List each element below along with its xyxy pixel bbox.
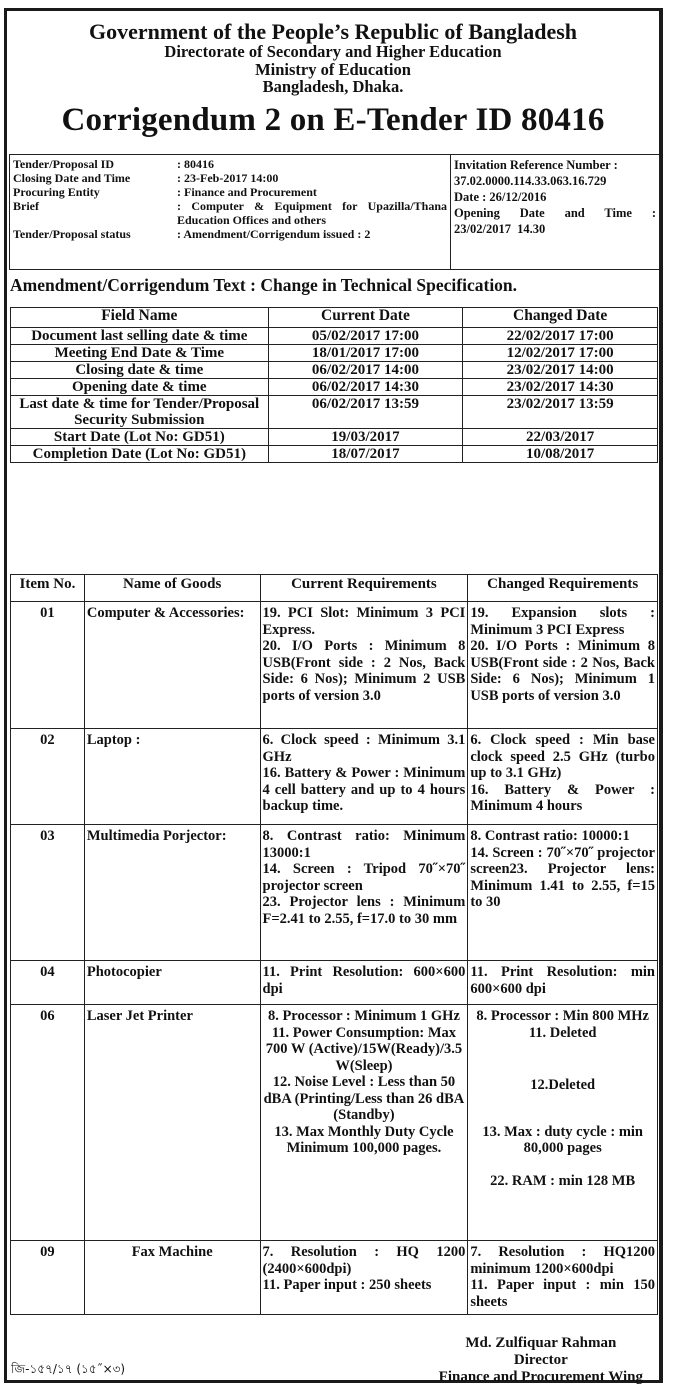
table-row (11, 379, 658, 396)
requirement-line: 6. Clock speed : Minimum 3.1 GHz (262, 732, 466, 765)
tender-info-right (451, 155, 659, 269)
current-requirements-cell (260, 729, 468, 825)
changed-requirements-cell (468, 961, 658, 1005)
table-row (11, 362, 658, 379)
table-row (11, 825, 658, 961)
column-header: Changed Requirements (468, 575, 658, 602)
item-number-cell: 01 (11, 602, 85, 729)
column-header: Current Requirements (260, 575, 468, 602)
field-name-cell: Opening date & time (11, 379, 269, 396)
current-date-cell: 06/02/2017 13:59 (268, 396, 463, 429)
requirement-line: 11. Deleted (528, 1024, 597, 1041)
dates-table (10, 307, 658, 463)
field-name-cell: Completion Date (Lot No: GD51) (11, 446, 269, 463)
requirement-line: 12.Deleted (530, 1077, 596, 1093)
requirement-line: 8. Processor : Minimum 1 GHz (267, 1008, 460, 1024)
table-row (11, 729, 658, 825)
info-label: Brief (13, 199, 39, 213)
notice-title: Corrigendum 2 on E-Tender ID 80416 (61, 101, 605, 138)
info-label: Procuring Entity (13, 185, 100, 199)
changed-requirements-cell (468, 729, 658, 825)
info-label: Tender/Proposal status (13, 227, 131, 241)
requirement-line: 20. I/O Ports : Minimum 8 USB(Front side : 2 Nos, Back Side: 6 Nos); Minimum 2 USB ports of version 3.0 (262, 638, 466, 704)
current-date-cell: 19/03/2017 (268, 429, 463, 446)
table-row (11, 961, 658, 1005)
info-row (13, 171, 447, 185)
requirement-line: 6. Clock speed : Min base clock speed 2.5 GHz (turbo up to 3.1 GHz) (470, 732, 655, 781)
field-name-cell: Meeting End Date & Time (11, 345, 269, 362)
info-label: Tender/Proposal ID (13, 157, 115, 171)
changed-date-cell: 23/02/2017 13:59 (463, 396, 658, 429)
table-row (11, 396, 658, 429)
ad-code: জি-১৫৭/১৭ (১৫˝×৩) (11, 1362, 126, 1376)
table-row (11, 1005, 658, 1241)
column-header: Current Date (268, 308, 463, 328)
requirement-line: 16. Battery & Power : Minimum 4 cell battery and up to 4 hours backup time. (262, 765, 466, 814)
requirement-line: 11. Print Resolution: min 600×600 dpi (470, 964, 655, 997)
column-header: Name of Goods (84, 575, 260, 602)
table-row (11, 602, 658, 729)
directorate-heading: Directorate of Secondary and Higher Education (164, 42, 502, 61)
info-row (13, 157, 447, 171)
item-number-cell: 03 (11, 825, 85, 961)
requirement-line: 11. Paper input : 250 sheets (262, 1277, 432, 1293)
requirement-line: 20. I/O Ports : Minimum 8 USB(Front side : 2 Nos, Back Side: 6 Nos); Minimum 1 USB ports of version 3.0 (470, 638, 655, 704)
signature-block (439, 1335, 643, 1386)
corrigendum-notice (4, 8, 663, 1383)
info-row (13, 185, 447, 199)
goods-name-cell: Photocopier (84, 961, 260, 1005)
table-header-row (11, 575, 658, 602)
requirement-line: 13. Max Monthly Duty Cycle Minimum 100,000 pages. (274, 1123, 454, 1156)
reference-date: Date : 26/12/2016 (454, 190, 547, 204)
info-label: Closing Date and Time (13, 171, 131, 185)
requirement-line: 11. Print Resolution: 600×600 dpi (262, 964, 466, 997)
changed-requirements-cell (468, 1241, 658, 1315)
requirement-line: 16. Battery & Power : Minimum 4 hours (470, 781, 655, 814)
info-value: : 23-Feb-2017 14:00 (177, 171, 279, 185)
goods-name-cell: Fax Machine (84, 1241, 260, 1315)
changed-date-cell: 23/02/2017 14:30 (463, 379, 658, 396)
column-header: Field Name (11, 308, 269, 328)
current-requirements-cell (260, 1005, 468, 1241)
goods-name-cell: Multimedia Porjector: (84, 825, 260, 961)
requirement-line: 13. Max : duty cycle : min 80,000 pages (482, 1123, 643, 1156)
item-number-cell: 04 (11, 961, 85, 1005)
changed-requirements-cell (468, 602, 658, 729)
table-row (11, 345, 658, 362)
goods-name-cell: Laptop : (84, 729, 260, 825)
requirement-line: 14. Screen : Tripod 70˝×70˝ projector screen (262, 861, 466, 894)
current-requirements-cell (260, 961, 468, 1005)
goods-name-cell: Laser Jet Printer (84, 1005, 260, 1241)
current-date-cell: 18/07/2017 (268, 446, 463, 463)
current-date-cell: 06/02/2017 14:00 (268, 362, 463, 379)
info-value: : Finance and Procurement (177, 185, 317, 199)
table-row (11, 328, 658, 345)
current-date-cell: 18/01/2017 17:00 (268, 345, 463, 362)
current-requirements-cell (260, 602, 468, 729)
requirement-line: 11. Power Consumption: Max 700 W (Active)/15W(Ready)/3.5 W(Sleep) (265, 1024, 463, 1074)
changed-date-cell: 23/02/2017 14:00 (463, 362, 658, 379)
requirement-line: 19. PCI Slot: Minimum 3 PCI Express. (262, 605, 466, 638)
items-table (10, 574, 658, 1315)
requirement-line: 12. Noise Level : Less than 50 dBA (Printing/Less than 26 dBA (Standby) (263, 1074, 465, 1123)
table-row (11, 429, 658, 446)
amendment-text: Amendment/Corrigendum Text : Change in Technical Specification. (10, 275, 518, 295)
requirement-line: 7. Resolution : HQ1200 minimum 1200×600dpi (470, 1244, 655, 1277)
info-value: : Computer & Equipment for Upazilla/Thana Education Offices and others (177, 199, 447, 227)
signatory-name: Md. Zulfiquar Rahman (465, 1335, 617, 1351)
field-name-cell: Document last selling date & time (11, 328, 269, 345)
item-number-cell: 06 (11, 1005, 85, 1241)
table-header-row (11, 308, 658, 328)
field-name-cell: Start Date (Lot No: GD51) (11, 429, 269, 446)
changed-date-cell: 22/02/2017 17:00 (463, 328, 658, 345)
current-date-cell: 05/02/2017 17:00 (268, 328, 463, 345)
info-value: : Amendment/Corrigendum issued : 2 (177, 227, 371, 241)
info-row (13, 199, 447, 227)
current-requirements-cell (260, 1241, 468, 1315)
changed-date-cell: 22/03/2017 (463, 429, 658, 446)
government-heading: Government of the People’s Republic of Bangladesh (88, 19, 578, 44)
current-requirements-cell (260, 825, 468, 961)
requirement-line: 7. Resolution : HQ 1200 (2400×600dpi) (262, 1244, 466, 1277)
changed-date-cell: 10/08/2017 (463, 446, 658, 463)
tender-info-box (9, 154, 660, 270)
table-row (11, 446, 658, 463)
opening-date-time: Opening Date and Time : 23/02/2017 14.30 (454, 206, 656, 236)
ministry-heading: Ministry of Education (255, 59, 411, 79)
tender-info-left (10, 155, 451, 269)
info-row (13, 227, 447, 241)
location-heading: Bangladesh, Dhaka. (262, 77, 404, 96)
requirement-line: 8. Contrast ratio: Minimum 13000:1 (262, 828, 466, 861)
column-header: Changed Date (463, 308, 658, 328)
item-number-cell: 02 (11, 729, 85, 825)
changed-date-cell: 12/02/2017 17:00 (463, 345, 658, 362)
info-value: : 80416 (177, 157, 214, 171)
signatory-wing: Finance and Procurement Wing (438, 1369, 643, 1385)
reference-label: Invitation Reference Number : (454, 158, 618, 172)
field-name-cell: Closing date & time (11, 362, 269, 379)
requirement-line: 11. Paper input : min 150 sheets (470, 1277, 655, 1310)
table-row (11, 1241, 658, 1315)
goods-name-cell: Computer & Accessories: (84, 602, 260, 729)
requirement-line: 19. Expansion slots : Minimum 3 PCI Express (470, 605, 655, 638)
signatory-title: Director (513, 1352, 568, 1368)
field-name-cell: Last date & time for Tender/Proposal Security Submission (11, 396, 269, 429)
requirement-line: 22. RAM : min 128 MB (490, 1172, 636, 1189)
requirement-line: 8. Processor : Min 800 MHz (476, 1008, 649, 1024)
column-header: Item No. (11, 575, 85, 602)
current-date-cell: 06/02/2017 14:30 (268, 379, 463, 396)
requirement-line: 23. Projector lens : Minimum F=2.41 to 2.55, f=17.0 to 30 mm (262, 894, 466, 927)
changed-requirements-cell (468, 825, 658, 961)
reference-number: 37.02.0000.114.33.063.16.729 (454, 174, 607, 188)
requirement-line: 14. Screen : 70˝×70˝ projector screen23. Projector lens: Minimum 1.41 to 2.55, f=15 to 30 (470, 844, 655, 910)
item-number-cell: 09 (11, 1241, 85, 1315)
changed-requirements-cell (468, 1005, 658, 1241)
requirement-line: 8. Contrast ratio: 10000:1 (470, 828, 630, 844)
